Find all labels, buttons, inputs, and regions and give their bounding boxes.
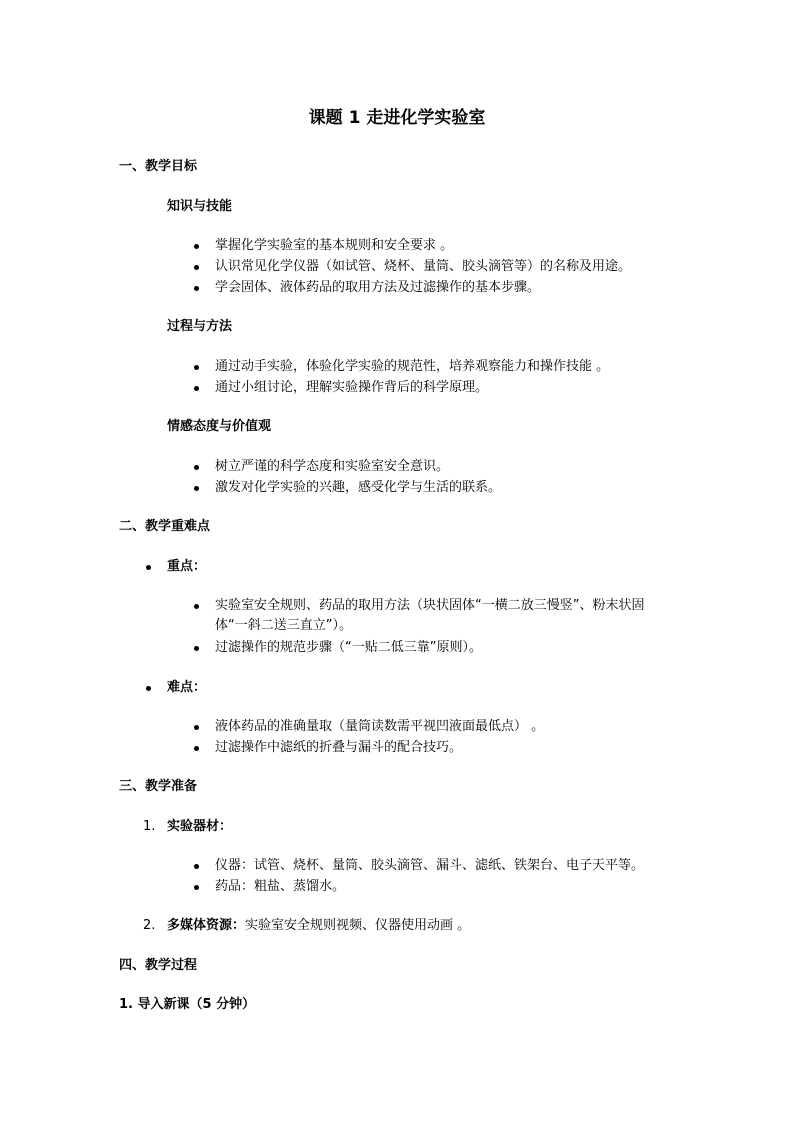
list-number: 1. (143, 819, 156, 834)
bullet-icon (194, 864, 199, 869)
section-heading-process: 四、教学过程 (119, 958, 198, 973)
list-item: 仪器：试管、烧杯、量筒、胶头滴管、漏斗、滤纸、铁架台、电子天平等。 (215, 858, 645, 873)
label-difficult-points: 难点： (167, 680, 207, 695)
bullet-icon (194, 365, 199, 370)
page-title: 课题 1 走进化学实验室 (308, 108, 486, 128)
list-item: 树立严谨的科学态度和实验室安全意识。 (215, 459, 450, 474)
list-item: 实验室安全规则、药品的取用方法（块状固体“一横二放三慢竖”、粉末状固 (215, 598, 645, 613)
subheading-attitudes-values: 情感态度与价值观 (167, 419, 272, 434)
bullet-icon (194, 885, 199, 890)
media-text: 实验室安全规则视频、仪器使用动画 。 (245, 918, 471, 933)
section-heading-objectives: 一、教学目标 (119, 159, 198, 174)
list-item: 激发对化学实验的兴趣，感受化学与生活的联系。 (215, 480, 502, 495)
list-item: 液体药品的准确量取（量筒读数需平视凹液面最低点） 。 (215, 719, 545, 734)
media-resources-line (167, 916, 470, 936)
bullet-icon (194, 604, 199, 609)
bullet-icon (194, 725, 199, 730)
bullet-icon (194, 646, 199, 651)
list-item: 认识常见化学仪器（如试管、烧杯、量筒、胶头滴管等）的名称及用途。 (215, 259, 632, 274)
list-item: 通过动手实验，体验化学实验的规范性，培养观察能力和操作技能 。 (215, 359, 610, 374)
section-heading-preparation: 三、教学准备 (119, 779, 198, 794)
bullet-icon (194, 244, 199, 249)
label-equipment: 实验器材： (167, 819, 233, 834)
subheading-knowledge-skills: 知识与技能 (167, 199, 233, 214)
label-media: 多媒体资源： (167, 918, 246, 933)
bullet-icon (194, 746, 199, 751)
bullet-icon (194, 386, 199, 391)
step-heading-intro: 1. 导入新课（5 分钟） (119, 997, 256, 1012)
section-heading-key-points: 二、教学重难点 (119, 519, 211, 534)
bullet-icon (194, 486, 199, 491)
list-item: 学会固体、液体药品的取用方法及过滤操作的基本步骤。 (215, 280, 541, 295)
label-key-points: 重点： (167, 559, 207, 574)
bullet-icon (194, 286, 199, 291)
list-item-continuation: 体“一斜二送三直立”）。 (215, 618, 352, 633)
bullet-icon (194, 265, 199, 270)
list-item: 药品：粗盐、蒸馏水。 (215, 879, 346, 894)
list-item: 掌握化学实验室的基本规则和安全要求 。 (215, 238, 454, 253)
bullet-icon (146, 565, 151, 570)
list-item: 过滤操作中滤纸的折叠与漏斗的配合技巧。 (215, 740, 463, 755)
list-number: 2. (143, 918, 156, 933)
subheading-process-methods: 过程与方法 (167, 319, 233, 334)
list-item: 通过小组讨论，理解实验操作背后的科学原理。 (215, 380, 489, 395)
list-item: 过滤操作的规范步骤（“一贴二低三靠”原则）。 (215, 640, 482, 655)
bullet-icon (146, 686, 151, 691)
bullet-icon (194, 465, 199, 470)
